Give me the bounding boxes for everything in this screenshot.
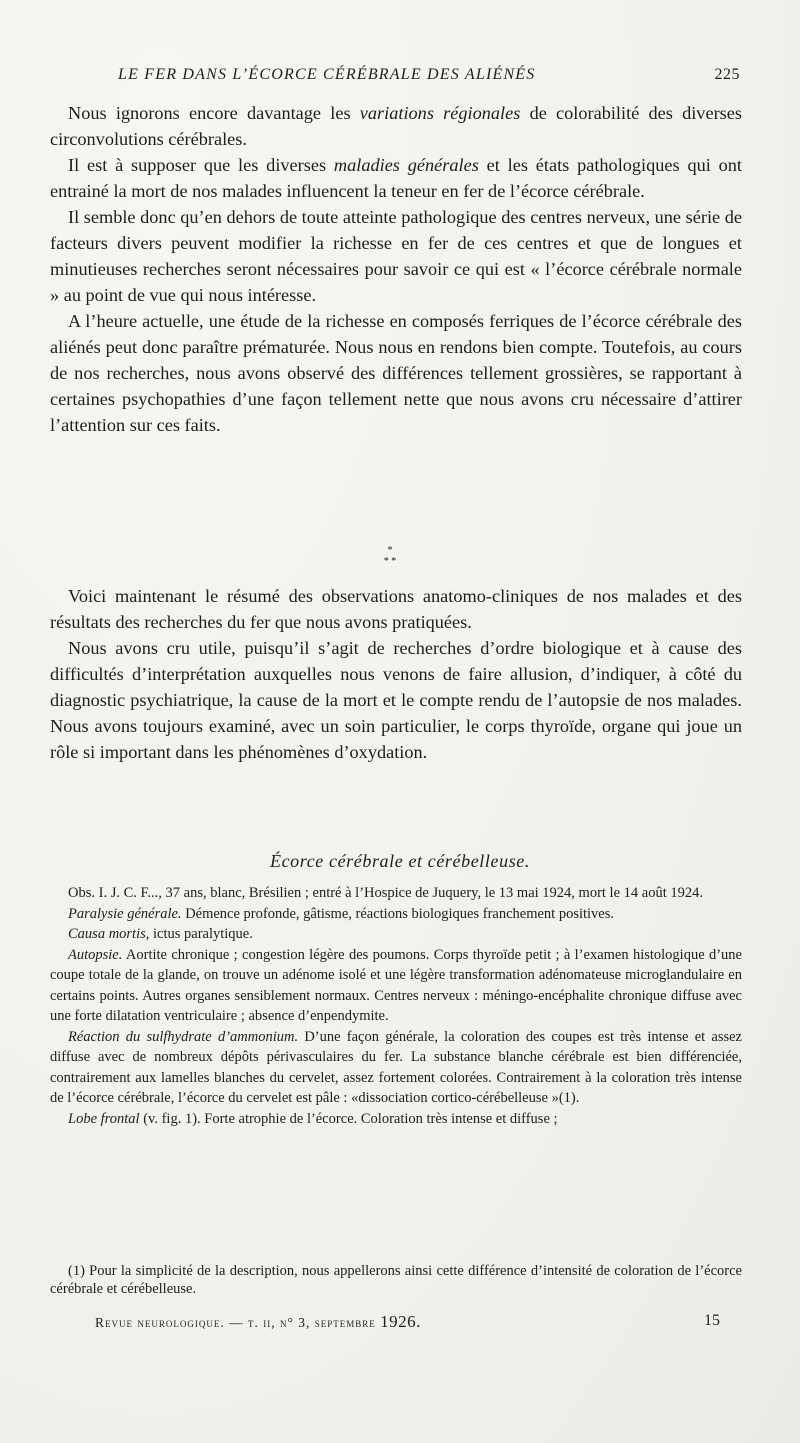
paragraph: Nous ignorons encore davantage les variations régionales de colorabilité des diverses circonvolutions cérébrales. [50,103,742,149]
case-autopsy: Autopsie. Aortite chronique ; congestion légère des poumons. Corps thyroïde petit ; à l’examen histologique d’une coupe totale de la glande, on trouve un adénome isolé et une légère transformation adénomateuse microglandulaire en certains points. Autres organes sensiblement normaux. Centres nerveux : méningo-encéphalite chronique diffuse avec une forte dilatation ventriculaire ; absence d’enpendymite. [50,946,742,1024]
case-report [50,883,742,1129]
footnote: (1) Pour la simplicité de la description, nous appellerons ainsi cette différence d’intensité de coloration de l’écorce cérébrale et cérébelleuse. [50,1263,742,1297]
case-observation: Obs. I. J. C. F..., 37 ans, blanc, Brésilien ; entré à l’Hospice de Juquery, le 13 mai 1924, mort le 14 août 1924. [68,885,703,901]
section-heading: Écorce cérébrale et cérébelleuse. [269,851,530,871]
signature-number: 15 [704,1312,720,1329]
intro-section [50,100,742,438]
case-frontal-lobe: Lobe frontal (v. fig. 1). Forte atrophie de l’écorce. Coloration très intense et diffuse ; [68,1110,558,1127]
paragraph: Il semble donc qu’en dehors de toute atteinte pathologique des centres nerveux, une série de facteurs divers peuvent modifier la richesse en fer de ces centres et que de longues et minutieuses recherches seront nécessaires pour savoir ce qui est « l’écorce cérébrale normale » au point de vue qui nous intéresse. [50,207,742,305]
case-cause-of-death: Causa mortis, ictus paralytique. [68,926,253,942]
paragraph: Il est à supposer que les diverses maladies générales et les états pathologiques qui ont entrainé la mort de nos malades influencent la teneur en fer de l’écorce cérébrale. [50,155,742,201]
emphasis: variations régionales [359,103,521,123]
case-reaction: Réaction du sulfhydrate d’ammonium. D’une façon générale, la coloration des coupes est très intense et assez diffuse avec de nombreux dépôts périvasculaires du fer. La substance blanche cérébrale est bien différenciée, contrairement aux lamelles blanches du cervelet, assez fortement colorées. Contrairement à la coloration très intense de l’écorce cérébrale, l’écorce du cervelet est pâle : «dissociation cortico-cérébelleuse »(1). [50,1028,742,1106]
running-header [118,66,740,92]
running-title: LE FER DANS L’ÉCORCE CÉRÉBRALE DES ALIÉNÉS [118,66,536,83]
journal-reference: Revue neurologique. — t. ii, n° 3, septembre 1926. [95,1312,421,1331]
emphasis: maladies générales [333,155,479,175]
asterism-separator: * * * [383,545,397,567]
paragraph: Voici maintenant le résumé des observations anatomo-cliniques de nos malades et des résultats des recherches du fer que nous avons pratiquées. [50,586,742,632]
paragraph: A l’heure actuelle, une étude de la richesse en composés ferriques de l’écorce cérébrale des aliénés peut donc paraître prématurée. Nous nous en rendons bien compte. Toutefois, au cours de nos recherches, nous avons observé des différences tellement grossières, se rapportant à certaines psychopathies d’une façon tellement nette que nous avons cru nécessaire d’attirer l’attention sur ces faits. [50,311,742,435]
paragraph: Nous avons cru utile, puisqu’il s’agit de recherches d’ordre biologique et à cause des difficultés d’interprétation auxquelles nous venons de faire allusion, d’indiquer, à côté du diagnostic psychiatrique, la cause de la mort et le compte rendu de l’autopsie de nos malades. Nous avons toujours examiné, avec un soin particulier, le corps thyroïde, organe qui joue un rôle si important dans les phénomènes d’oxydation. [50,638,742,762]
observations-intro-section [50,583,742,765]
page-number: 225 [714,66,740,83]
case-diagnosis: Paralysie générale. Démence profonde, gâtisme, réactions biologiques franchement positives. [68,905,615,922]
